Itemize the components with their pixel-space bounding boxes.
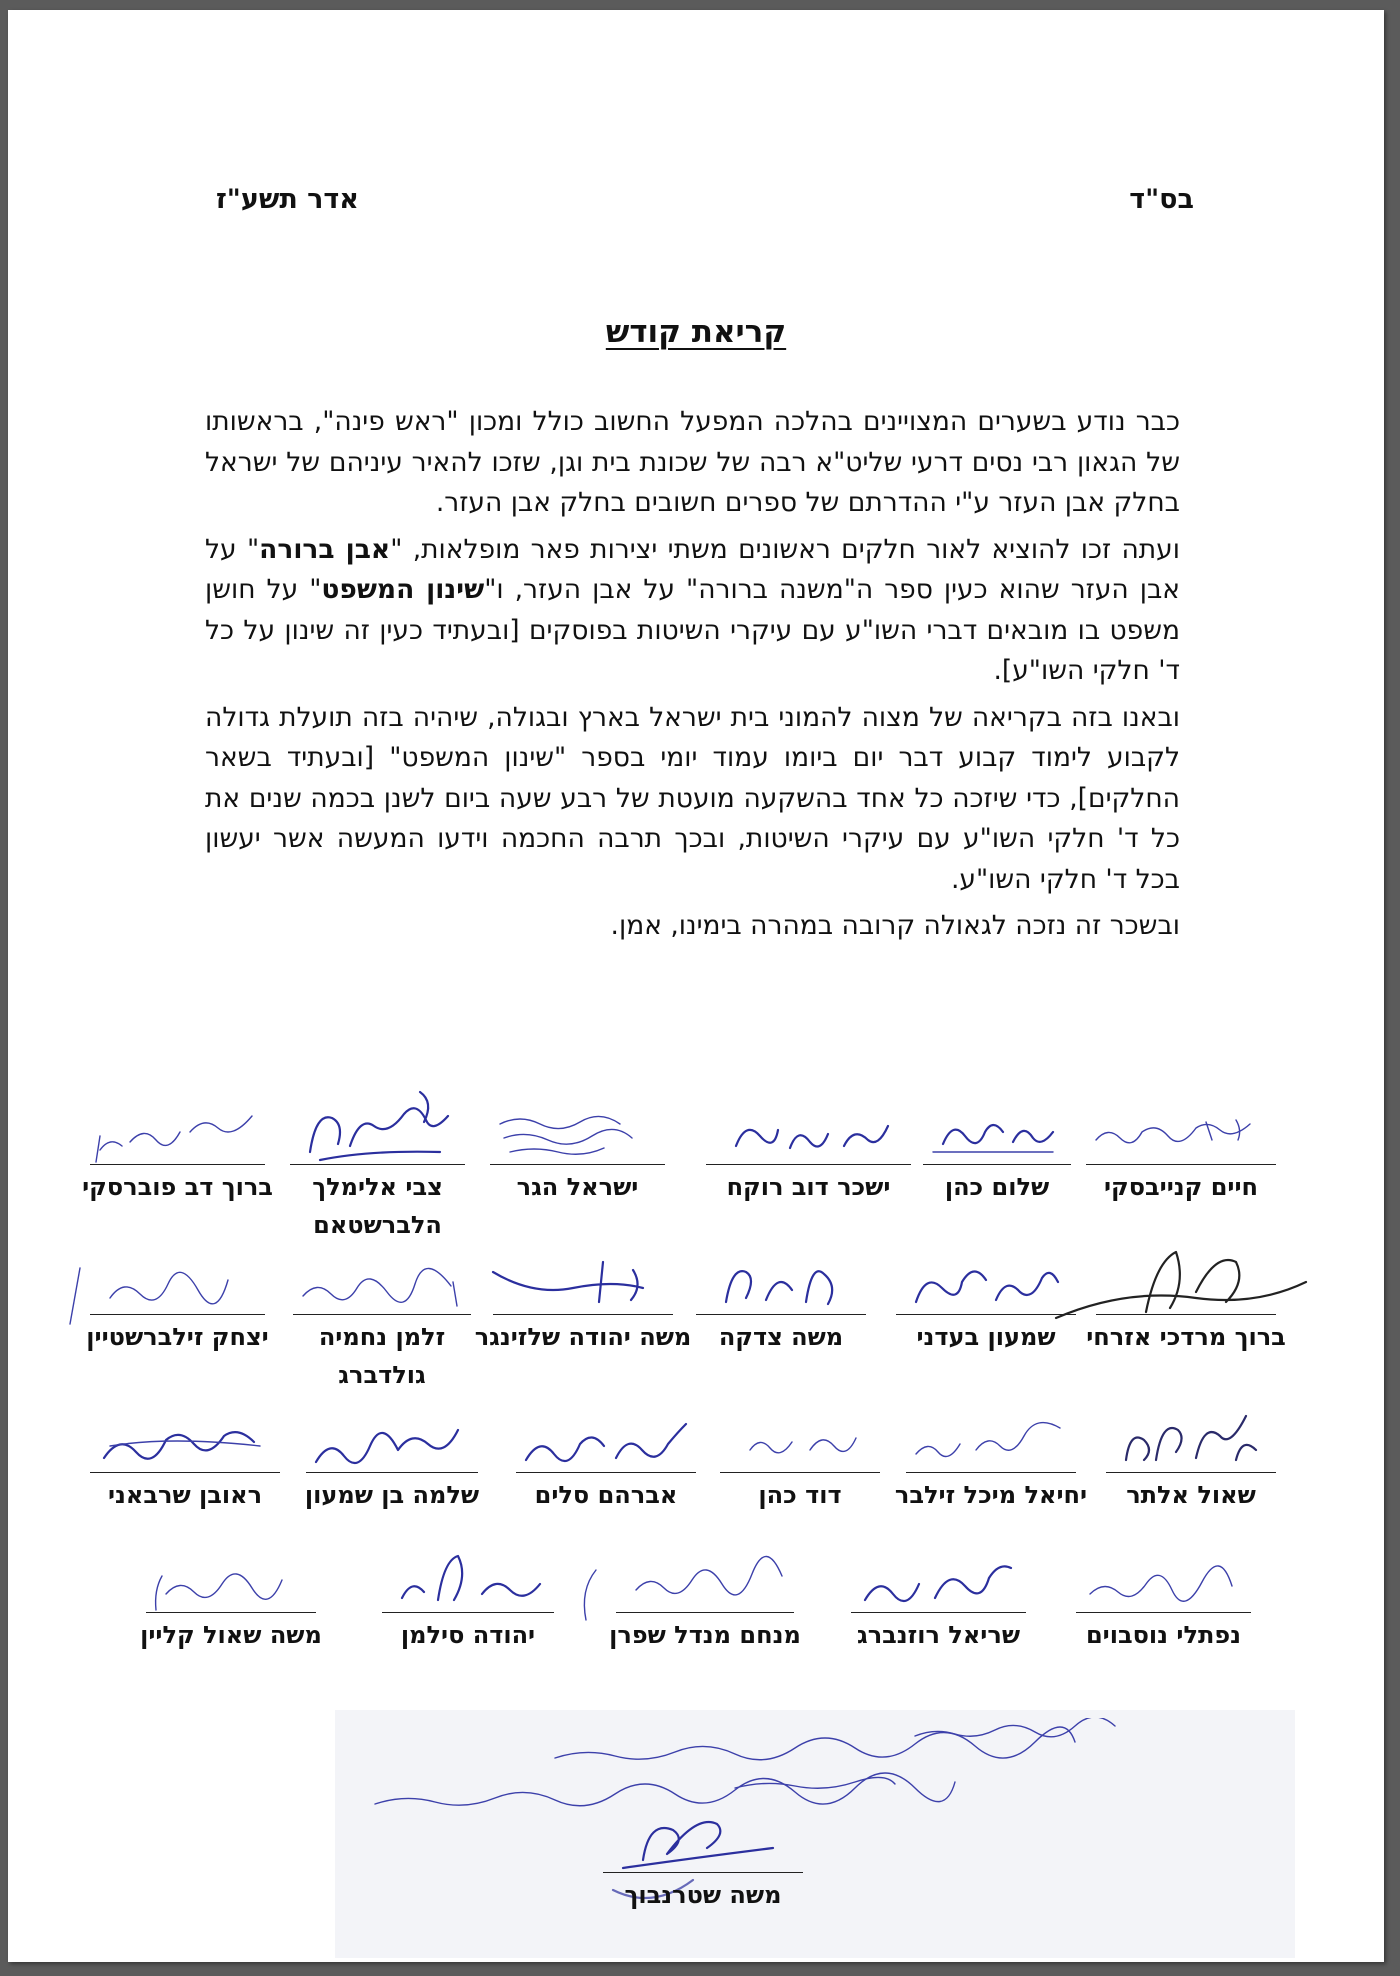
handwritten-signature (516, 1410, 696, 1470)
handwritten-signature (90, 1252, 265, 1312)
handwritten-signature (616, 1550, 794, 1610)
paragraph-4: ובשכר זה נזכה לגאולה קרובה במהרה בימינו, אמן. (610, 910, 1180, 941)
handwritten-signature (493, 1252, 673, 1312)
signatory-name: משה יהודה שלזינגר (474, 1323, 692, 1351)
handwritten-signature (146, 1550, 316, 1610)
signatory-name: מנחם מנדל שפרן (609, 1621, 801, 1649)
signatory-name: אברהם סלים (534, 1481, 678, 1509)
handwritten-signature (706, 1102, 911, 1162)
document-page (8, 10, 1384, 1962)
handwritten-signature (696, 1252, 866, 1312)
handwritten-signature (1096, 1252, 1276, 1312)
handwritten-signature (851, 1550, 1026, 1610)
handwritten-signature (90, 1410, 280, 1470)
signatory-name: שמעון בעדני (916, 1323, 1056, 1351)
handwritten-signature (906, 1410, 1076, 1470)
paragraph-1: כבר נודע בשערים המצויינים בהלכה המפעל החשוב כולל ומכון "ראש פינה", בראשותו של הגאון רבי נסים דרעי שליט"א רבה של שכונת בית וגן, שזכו להאיר עיניהם של ישראל בחלק אבן העזר ע"י ההדרתם של ספרים חשובים בחלק אבן העזר. (205, 406, 1180, 518)
signatory-name: ישכר דוב רוקח (726, 1173, 891, 1201)
signatory-name: שריאל רוזנברג (856, 1621, 1021, 1649)
handwritten-signature (382, 1550, 554, 1610)
signatory-name: ראובן שרבאני (107, 1481, 263, 1509)
handwritten-signature (290, 1102, 465, 1162)
signatory-name: ישראל הגר (516, 1173, 639, 1201)
book-title-even-brura: אבן ברורה (259, 533, 391, 565)
signatory-name: שאול אלתר (1126, 1481, 1256, 1509)
handwritten-signature (603, 1810, 803, 1870)
signatory-name: שלום כהן (944, 1173, 1050, 1201)
signatory-name: משה צדקה (718, 1323, 844, 1351)
document-title: קריאת קודש (605, 314, 787, 350)
signatory-name: שלמה בן שמעון (304, 1481, 480, 1509)
handwritten-signature (896, 1252, 1076, 1312)
signatory-name: יחיאל מיכל זילבר (894, 1481, 1088, 1509)
header-bsd: בס"ד (1129, 184, 1194, 215)
signatory-name: דוד כהן (758, 1481, 842, 1509)
handwritten-signature (293, 1252, 471, 1312)
handwritten-signature (306, 1410, 478, 1470)
signatory-name: יצחק זילברשטיין (86, 1323, 269, 1351)
signatory-name: זלמן נחמיה גולדברג (318, 1323, 446, 1389)
handwritten-signature (1076, 1550, 1251, 1610)
handwritten-note (355, 1718, 1255, 1828)
document-body (205, 402, 1180, 953)
signatory-name: חיים קנייבסקי (1103, 1173, 1259, 1201)
paragraph-2: ועתה זכו להוציא לאור חלקים ראשונים משתי יצירות פאר מופלאות, "אבן ברורה" על אבן העזר שהוא כעין ספר ה"משנה ברורה" על אבן העזר, ו"שינון המשפט" על חושן משפט בו מובאים דברי השו"ע עם עיקרי השיטות בפוסקים [ובעתיד כעין זה שינון על כל ד' חלקי השו"ע]. (205, 533, 1180, 686)
signatory-name: ברוך מרדכי אזרחי (1086, 1323, 1286, 1351)
signatory-name: צבי אלימלך הלברשטאם (312, 1173, 443, 1239)
paragraph-3: ובאנו בזה בקריאה של מצוה להמוני בית ישראל בארץ ובגולה, שיהיה בזה תועלת גדולה לקבוע לימוד קבוע דבר יום ביומו עמוד יומי בספר "שינון המשפט" [ובעתיד בשאר החלקים], כדי שיזכה כל אחד בהשקעה מועטת של רבע שעה ביום לשנן בכמה שנים את כל ד' חלקי השו"ע עם עיקרי השיטות, ובכך תרבה החכמה וידעו המעשה אשר יעשון בכל ד' חלקי השו"ע. (205, 701, 1180, 895)
handwritten-signature (90, 1102, 265, 1162)
handwritten-signature (1106, 1410, 1276, 1470)
signatory-name: יהודה סילמן (400, 1621, 536, 1649)
signatory-name: ברוך דב פוברסקי (82, 1173, 273, 1201)
footer-signature-area (335, 1710, 1295, 1958)
handwritten-signature (1086, 1102, 1276, 1162)
signatory-name: משה שטרנבוך (624, 1881, 782, 1909)
book-title-shinun-hamishpat: שינון המשפט (321, 574, 485, 605)
signatory-name: משה שאול קליין (140, 1621, 322, 1649)
header-date: אדר תשע"ז (216, 184, 359, 215)
handwritten-signature (490, 1102, 665, 1162)
signatory-name: נפתלי נוסבוים (1085, 1621, 1242, 1649)
handwritten-signature (720, 1410, 880, 1470)
handwritten-signature (923, 1102, 1071, 1162)
